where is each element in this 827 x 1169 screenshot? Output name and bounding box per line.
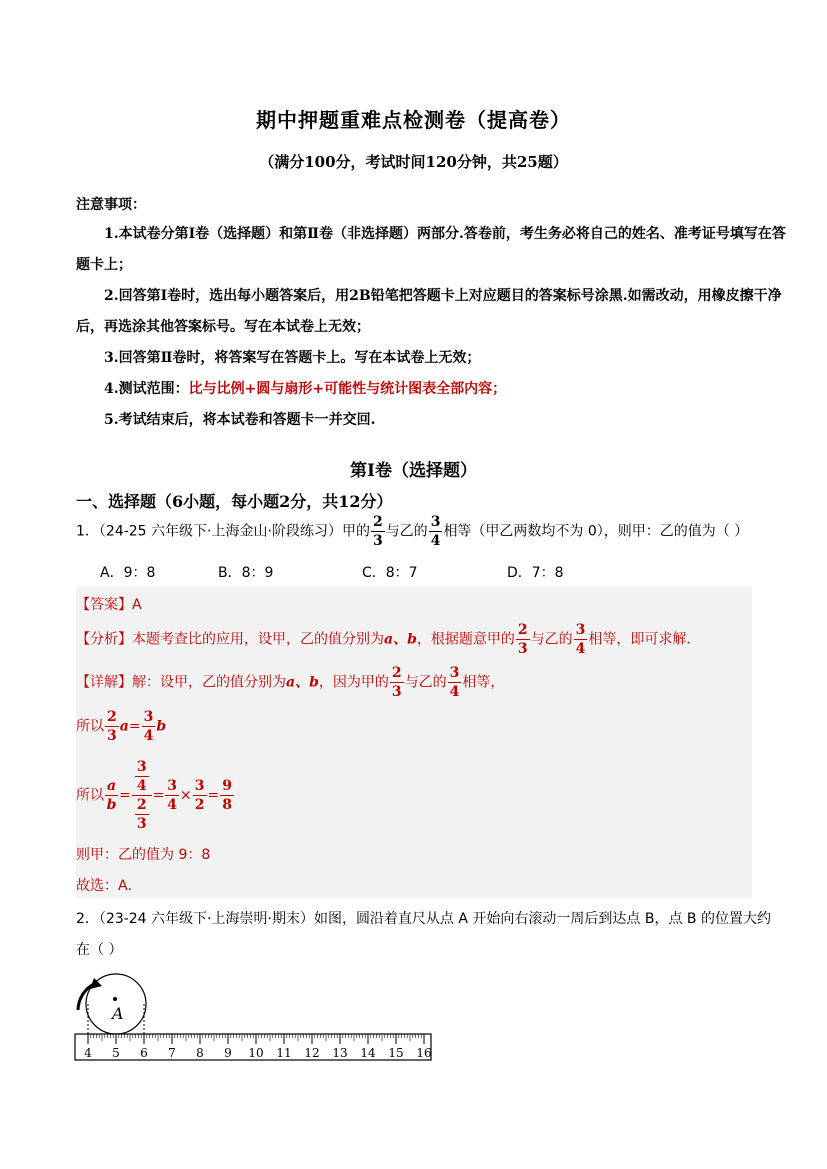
ruler-tick-label: 12 [304, 1046, 320, 1060]
numerator: 2 [107, 709, 117, 725]
numerator: 9 [222, 778, 233, 794]
ruler-tick-label: 15 [388, 1046, 404, 1060]
fraction [105, 779, 118, 812]
denominator: b [106, 797, 117, 813]
fraction [448, 666, 462, 699]
detail-text: ，因为甲的 [318, 674, 389, 691]
numerator: 2 [372, 514, 383, 530]
ruler-tick-label: 10 [248, 1046, 264, 1060]
fraction [135, 798, 149, 831]
note-item-3: 3.回答第Ⅱ卷时，将答案写在答题卡上。写在本试卷上无效； [104, 350, 481, 366]
analysis-label: 【分析】 [76, 631, 132, 648]
equals: = [119, 787, 131, 804]
point-a-label: A [112, 1004, 124, 1023]
vars: a、b [384, 631, 417, 648]
fraction [142, 710, 156, 743]
denominator: 3 [391, 684, 402, 700]
analysis-line [76, 623, 700, 656]
analysis-text: 相等，即可求解． [588, 631, 701, 648]
denominator: 3 [136, 816, 147, 832]
equals: = [207, 787, 220, 804]
denominator: 4 [143, 728, 154, 744]
numerator: a [107, 778, 117, 794]
numerator: 2 [391, 665, 402, 681]
numerator: 3 [167, 778, 178, 794]
detail-line [76, 666, 504, 699]
so-text: 所以 [76, 787, 104, 804]
ruler-tick-label: 14 [360, 1046, 376, 1060]
note-item-1: 1.本试卷分第Ⅰ卷（选择题）和第Ⅱ卷（非选择题）两部分.答卷前，考生务必将自己的姓名、准考证号填写在答题卡上； [76, 226, 786, 273]
ruler-tick-label: 11 [276, 1046, 292, 1060]
choice-c: C．8：7 [362, 565, 418, 581]
question-2: 2．（23-24 六年级下·上海崇明·期末）如图，圆沿着直尺从点 A 开始向右滚动一周后到达点 B，点 B 的位置大约在（ ） [76, 911, 771, 958]
answer-label: 【答案】 [76, 597, 132, 613]
fraction [135, 760, 149, 793]
page-title: 期中押题重难点检测卷（提高卷） [256, 108, 571, 132]
denominator: 3 [517, 641, 528, 657]
fraction [574, 623, 588, 656]
denominator: 3 [372, 533, 383, 549]
ruler-tick-label: 5 [112, 1046, 120, 1060]
equals: = [152, 787, 165, 804]
arrow-head-icon [90, 978, 102, 989]
detail-text: 解：设甲，乙的值分别为 [132, 674, 286, 691]
q1-mid: 与乙的 [385, 523, 428, 540]
numerator: 2 [517, 622, 528, 638]
fraction [516, 623, 530, 656]
circle-center [113, 997, 117, 1001]
analysis-text: 本题考查比的应用，设甲，乙的值分别为 [132, 631, 384, 648]
denominator: 4 [575, 641, 586, 657]
analysis-text: ，根据题意甲的 [416, 631, 515, 648]
numerator: 3 [449, 665, 460, 681]
numerator: 3 [194, 778, 205, 794]
denominator [134, 796, 150, 831]
denominator: 3 [107, 728, 117, 744]
ruler-tick-label: 4 [84, 1046, 92, 1060]
note-item-2: 2.回答第Ⅰ卷时，选出每小题答案后，用2B铅笔把答题卡上对应题目的答案标号涂黑.如需改动，用橡皮擦干净后，再选涂其他答案标号。写在本试卷上无效； [76, 288, 782, 335]
denominator: 8 [222, 797, 233, 813]
denominator: 4 [167, 797, 178, 813]
answer-value: A [132, 597, 142, 613]
question-1 [76, 515, 748, 548]
notes-heading: 注意事项： [76, 197, 146, 213]
detail-label: 【详解】 [76, 674, 132, 691]
ruler-tick-label: 7 [168, 1046, 176, 1060]
numerator [132, 760, 152, 796]
fraction [105, 710, 119, 743]
equals: = [128, 718, 141, 735]
detail-text: 与乙的 [404, 674, 447, 691]
choose-line: 故选：A． [76, 878, 142, 894]
note-item-5: 5.考试结束后，将本试卷和答题卡一并交回. [104, 412, 376, 428]
numerator: 3 [143, 709, 154, 725]
note-item-4 [76, 374, 791, 405]
page-subtitle: （满分100分，考试时间120分钟，共25题） [259, 153, 568, 171]
ruler-tick-label: 16 [416, 1046, 432, 1060]
ruler-tick-label: 6 [140, 1046, 148, 1060]
ruler-tick-label: 13 [332, 1046, 348, 1060]
analysis-text: 与乙的 [530, 631, 573, 648]
ruler-tick-label: 8 [196, 1046, 204, 1060]
answer-line [76, 594, 142, 614]
so-text: 所以 [76, 718, 104, 735]
fraction [390, 666, 404, 699]
part-title: 一、选择题（6小题，每小题2分，共12分） [76, 492, 393, 511]
ruler-tick-label: 9 [224, 1046, 232, 1060]
note-item-4-prefix: 4.测试范围： [104, 381, 189, 397]
fraction [165, 779, 179, 812]
denominator: 4 [136, 778, 147, 794]
conclusion: 则甲：乙的值为 9：8 [76, 847, 211, 863]
ruler-figure [64, 972, 444, 1064]
choice-b: B．8：9 [218, 565, 274, 581]
denominator: 4 [449, 684, 460, 700]
equation-2 [76, 760, 235, 831]
numerator: 3 [575, 622, 586, 638]
equation-1 [76, 710, 166, 743]
choice-a: A．9：8 [100, 565, 156, 581]
var-b: b [156, 718, 167, 735]
numerator: 2 [136, 797, 147, 813]
choice-d: D．7：8 [507, 565, 564, 581]
fraction [429, 515, 443, 548]
numerator: 3 [430, 514, 441, 530]
section-title: 第Ⅰ卷（选择题） [350, 461, 477, 481]
numerator: 3 [136, 759, 147, 775]
denominator: 4 [430, 533, 441, 549]
denominator: 2 [194, 797, 205, 813]
note-item-4-scope: 比与比例+圆与扇形+可能性与统计图表全部内容； [188, 381, 507, 397]
fraction [193, 779, 207, 812]
vars: a、b [286, 674, 319, 691]
fraction [371, 515, 385, 548]
complex-fraction [132, 760, 152, 831]
fraction [220, 779, 234, 812]
times: × [180, 787, 192, 804]
detail-text: 相等， [462, 674, 505, 691]
var-a: a [119, 718, 129, 735]
q1-prefix: 1．（24-25 六年级下·上海金山·阶段练习）甲的 [76, 523, 370, 540]
q1-suffix: 相等（甲乙两数均不为 0），则甲：乙的值为（ ） [443, 523, 749, 540]
